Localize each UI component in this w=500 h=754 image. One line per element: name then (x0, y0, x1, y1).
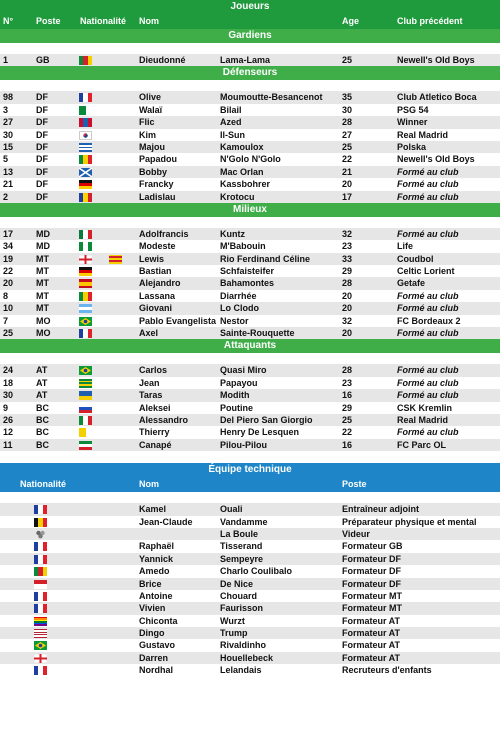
player-number: 9 (3, 402, 9, 413)
player-row (0, 54, 500, 66)
player-row (0, 228, 500, 240)
staff-role: Videur (342, 528, 370, 539)
col-pos-header: Poste (36, 16, 61, 26)
player-previous-club: Formé au club (397, 290, 459, 301)
player-age: 16 (342, 439, 353, 450)
staff-role: Recruteurs d'enfants (342, 665, 432, 676)
player-first-name: Adolfrancis (139, 228, 189, 239)
player-first-name: Jean (139, 377, 160, 388)
player-position: BC (36, 427, 49, 438)
staff-role: Formateur DF (342, 553, 402, 564)
player-previous-club: Club Atletico Boca (397, 92, 477, 103)
player-first-name: Bastian (139, 266, 172, 277)
player-first-name: Papadou (139, 154, 178, 165)
staff-row (0, 664, 500, 676)
player-position: MD (36, 241, 50, 252)
staff-role: Formateur MT (342, 590, 403, 601)
player-row (0, 129, 500, 141)
staff-row (0, 627, 500, 639)
argentina-flag-icon (79, 304, 92, 313)
staff-row (0, 615, 500, 627)
player-row (0, 439, 500, 451)
section-header: Gardiens (0, 29, 500, 43)
player-row (0, 402, 500, 414)
eqguinea-flag-icon (79, 441, 92, 450)
staff-row (0, 528, 500, 540)
player-last-name: Poutine (220, 402, 253, 413)
player-last-name: Kamoulox (220, 141, 264, 152)
staff-row (0, 602, 500, 614)
player-position: DF (36, 104, 48, 115)
player-number: 25 (3, 328, 14, 339)
player-last-name: Quasi Miro (220, 365, 267, 376)
col-name-header: Nom (139, 16, 159, 26)
player-number: 20 (3, 278, 14, 289)
player-number: 34 (3, 241, 14, 252)
player-age: 25 (342, 141, 353, 152)
staff-row (0, 565, 500, 577)
staff-row (0, 540, 500, 552)
player-previous-club: Real Madrid (397, 414, 449, 425)
togo-flag-icon (79, 379, 92, 388)
player-previous-club: Formé au club (397, 179, 459, 190)
player-first-name: Dieudonné (139, 55, 186, 65)
algeria-flag-icon (79, 106, 92, 115)
player-age: 33 (342, 253, 353, 264)
player-number: 8 (3, 290, 9, 301)
player-previous-club: Coudbol (397, 253, 434, 264)
senegal-flag-icon (79, 292, 92, 301)
player-number: 10 (3, 303, 14, 314)
player-number: 13 (3, 166, 14, 177)
player-position: DF (36, 117, 48, 128)
section-header: Attaquants (0, 339, 500, 353)
staff-role: Formateur AT (342, 628, 401, 639)
player-number: 19 (3, 253, 14, 264)
player-number: 24 (3, 365, 14, 376)
player-row (0, 178, 500, 190)
staff-last-name: Tisserand (220, 541, 263, 552)
col-age-header: Age (342, 16, 360, 26)
staff-role: Formateur MT (342, 603, 403, 614)
player-row (0, 277, 500, 289)
player-last-name: Del Piero San Giorgio (220, 414, 313, 425)
player-first-name: Walaï (139, 104, 163, 115)
staff-last-name: Houellebeck (220, 652, 274, 663)
staff-last-name: Rivaldinho (220, 640, 267, 651)
cameroon-flag-icon (79, 56, 92, 65)
player-row (0, 141, 500, 153)
staff-row (0, 639, 500, 651)
col-nat-header: Nationalité (80, 16, 127, 26)
player-age: 20 (342, 328, 353, 339)
player-number: 26 (3, 414, 14, 425)
staff-last-name: Vandamme (220, 516, 268, 527)
player-previous-club: Polska (397, 141, 427, 152)
mexico-flag-icon (79, 230, 92, 239)
player-row (0, 166, 500, 178)
col-num-header: N° (3, 16, 14, 26)
staff-col-name-header: Nom (139, 479, 159, 490)
player-number: 2 (3, 191, 9, 202)
player-age: 23 (342, 377, 353, 388)
player-first-name: Lewis (139, 253, 165, 264)
mongolia-flag-icon (79, 118, 92, 127)
staff-last-name: Ouali (220, 504, 243, 515)
player-age: 32 (342, 315, 353, 326)
player-number: 17 (3, 228, 14, 239)
player-number: 7 (3, 315, 9, 326)
player-position: MT (36, 303, 49, 314)
player-position: MO (36, 328, 51, 339)
player-previous-club: Newell's Old Boys (397, 154, 475, 165)
staff-first-name: Darren (139, 652, 169, 663)
player-last-name: Diarrhée (220, 290, 257, 301)
staff-header-row (0, 477, 500, 492)
player-first-name: Aleksei (139, 402, 171, 413)
player-last-name: Henry De Lesquen (220, 427, 300, 438)
player-last-name: Lama-Lama (220, 55, 271, 65)
staff-first-name: Vivien (139, 603, 166, 614)
player-first-name: Majou (139, 141, 165, 152)
player-number: 12 (3, 427, 14, 438)
staff-row (0, 516, 500, 528)
staff-last-name: Chouard (220, 590, 257, 601)
player-previous-club: Formé au club (397, 228, 459, 239)
cameroon-flag-icon (34, 567, 47, 576)
player-first-name: Taras (139, 390, 163, 401)
staff-role: Entraîneur adjoint (342, 504, 420, 515)
player-number: 15 (3, 141, 14, 152)
section-header: Défenseurs (0, 66, 500, 80)
player-first-name: Modeste (139, 241, 176, 252)
staff-role: Formateur GB (342, 541, 403, 552)
staff-col-role-header: Poste (342, 479, 367, 490)
player-row (0, 414, 500, 426)
player-previous-club: FC Bordeaux 2 (397, 315, 461, 326)
player-last-name: Krotocu (220, 191, 255, 202)
staff-role: Préparateur physique et mental (342, 516, 477, 527)
brazil-flag-icon (79, 366, 92, 375)
france-flag-icon (34, 592, 47, 601)
player-number: 3 (3, 104, 9, 115)
staff-first-name: Kamel (139, 504, 167, 515)
russia-flag-icon (79, 404, 92, 413)
player-first-name: Carlos (139, 365, 168, 376)
france-flag-icon (79, 329, 92, 338)
player-row (0, 327, 500, 339)
staff-first-name: Brice (139, 578, 162, 589)
staff-row (0, 503, 500, 515)
nigeria-flag-icon (79, 242, 92, 251)
staff-row (0, 590, 500, 602)
staff-title: Équipe technique (0, 463, 500, 477)
player-last-name: N'Golo N'Golo (220, 154, 281, 165)
england-flag-icon (79, 255, 92, 264)
players-header-row (0, 14, 500, 29)
player-first-name: Canapé (139, 439, 172, 450)
player-age: 22 (342, 427, 353, 438)
rainbow-flag-icon (34, 617, 47, 626)
brazil-flag-icon (34, 641, 47, 650)
france-flag-icon (79, 93, 92, 102)
germany-flag-icon (79, 180, 92, 189)
staff-last-name: De Nice (220, 578, 254, 589)
ukraine-flag-icon (79, 391, 92, 400)
player-age: 28 (342, 365, 353, 376)
player-number: 27 (3, 117, 14, 128)
player-number: 30 (3, 129, 14, 140)
staff-row (0, 652, 500, 664)
player-number: 18 (3, 377, 14, 388)
player-age: 28 (342, 278, 353, 289)
player-position: GB (36, 55, 50, 65)
player-position: MT (36, 266, 49, 277)
player-number: 21 (3, 179, 14, 190)
player-row (0, 315, 500, 327)
col-club-header: Club précédent (397, 16, 463, 26)
player-age: 22 (342, 154, 353, 165)
player-previous-club: PSG 54 (397, 104, 429, 115)
player-number: 5 (3, 154, 9, 165)
player-row (0, 426, 500, 438)
player-last-name: Bahamontes (220, 278, 275, 289)
player-position: BC (36, 402, 49, 413)
staff-role: Formateur DF (342, 578, 402, 589)
player-position: DF (36, 141, 48, 152)
player-first-name: Ladislau (139, 191, 176, 202)
vatican-flag-icon (79, 428, 92, 437)
player-row (0, 364, 500, 376)
player-previous-club: Formé au club (397, 377, 459, 388)
player-previous-club: Winner (397, 117, 428, 128)
player-position: BC (36, 439, 49, 450)
player-first-name: Axel (139, 328, 159, 339)
staff-first-name: Raphaël (139, 541, 175, 552)
player-row (0, 91, 500, 103)
korea-flag-icon (79, 131, 92, 140)
player-number: 22 (3, 266, 14, 277)
staff-last-name: Faurisson (220, 603, 264, 614)
player-previous-club: Newell's Old Boys (397, 55, 475, 65)
player-last-name: Modith (220, 390, 250, 401)
player-previous-club: Real Madrid (397, 129, 449, 140)
greece-flag-icon (79, 143, 92, 152)
player-previous-club: Formé au club (397, 166, 459, 177)
player-row (0, 377, 500, 389)
player-position: BC (36, 414, 49, 425)
france-flag-icon (34, 542, 47, 551)
player-age: 21 (342, 166, 353, 177)
player-position: DF (36, 92, 48, 103)
germany-flag-icon (79, 267, 92, 276)
player-previous-club: Formé au club (397, 365, 459, 376)
player-age: 25 (342, 55, 353, 65)
player-last-name: Papayou (220, 377, 258, 388)
player-row (0, 240, 500, 252)
player-position: DF (36, 129, 48, 140)
staff-col-nat-header: Nationalité (20, 479, 67, 490)
player-position: DF (36, 191, 48, 202)
player-first-name: Olive (139, 92, 162, 103)
player-position: MT (36, 278, 49, 289)
staff-first-name: Chiconta (139, 615, 178, 626)
player-age: 29 (342, 266, 353, 277)
staff-last-name: Charlo Coulibalo (220, 566, 292, 577)
player-position: MT (36, 253, 49, 264)
player-previous-club: Formé au club (397, 303, 459, 314)
player-age: 28 (342, 117, 353, 128)
player-previous-club: CSK Kremlin (397, 402, 453, 413)
player-age: 32 (342, 228, 353, 239)
player-first-name: Alessandro (139, 414, 189, 425)
staff-role: Formateur DF (342, 566, 402, 577)
player-row (0, 153, 500, 165)
usa-flag-icon (34, 629, 47, 638)
player-first-name: Flic (139, 117, 155, 128)
player-previous-club: Formé au club (397, 191, 459, 202)
staff-role: Formateur AT (342, 615, 401, 626)
player-last-name: Pilou-Pilou (220, 439, 267, 450)
france-flag-icon (34, 604, 47, 613)
player-last-name: Sainte-Rouquette (220, 328, 295, 339)
player-position: AT (36, 390, 48, 401)
catalonia-flag-icon (109, 255, 122, 264)
player-first-name: Bobby (139, 166, 167, 177)
player-last-name: Rio Ferdinand Céline (220, 253, 311, 264)
player-last-name: Azed (220, 117, 242, 128)
player-position: DF (36, 166, 48, 177)
player-first-name: Alejandro (139, 278, 181, 289)
player-position: MD (36, 228, 50, 239)
player-first-name: Thierry (139, 427, 170, 438)
player-last-name: Il-Sun (220, 129, 245, 140)
player-last-name: Kassbohrer (220, 179, 271, 190)
player-previous-club: Celtic Lorient (397, 266, 455, 277)
player-row (0, 389, 500, 401)
player-last-name: Kuntz (220, 228, 245, 239)
player-row (0, 116, 500, 128)
player-previous-club: Formé au club (397, 427, 459, 438)
player-position: MO (36, 315, 51, 326)
player-age: 29 (342, 402, 353, 413)
player-last-name: Bilail (220, 104, 242, 115)
france-flag-icon (34, 666, 47, 675)
player-number: 98 (3, 92, 14, 103)
scotland-flag-icon (79, 168, 92, 177)
player-row (0, 104, 500, 116)
player-age: 35 (342, 92, 353, 103)
player-previous-club: Formé au club (397, 328, 459, 339)
staff-last-name: Wurzt (220, 615, 245, 626)
player-number: 1 (3, 55, 9, 65)
player-number: 11 (3, 439, 13, 450)
brazil-flag-icon (79, 317, 92, 326)
staff-first-name: Nordhal (139, 665, 174, 676)
player-row (0, 290, 500, 302)
player-row (0, 191, 500, 203)
player-age: 27 (342, 129, 353, 140)
romania-flag-icon (79, 193, 92, 202)
staff-last-name: Sempeyre (220, 553, 264, 564)
player-last-name: Schfaisteifer (220, 266, 275, 277)
staff-first-name: Jean-Claude (139, 516, 193, 527)
player-last-name: Mac Orlan (220, 166, 264, 177)
player-previous-club: Getafe (397, 278, 426, 289)
staff-first-name: Dingo (139, 628, 165, 639)
player-age: 20 (342, 290, 353, 301)
player-last-name: Lo Clodo (220, 303, 259, 314)
player-age: 23 (342, 241, 353, 252)
staff-last-name: Trump (220, 628, 248, 639)
staff-last-name: Lelandais (220, 665, 262, 676)
ball-flag-icon (34, 530, 47, 539)
england-flag-icon (34, 654, 47, 663)
player-position: AT (36, 377, 48, 388)
senegal-flag-icon (79, 155, 92, 164)
player-position: AT (36, 365, 48, 376)
player-first-name: Lassana (139, 290, 176, 301)
player-position: MT (36, 290, 49, 301)
player-first-name: Pablo Evangelista (139, 315, 217, 326)
player-previous-club: Formé au club (397, 390, 459, 401)
staff-first-name: Antoine (139, 590, 173, 601)
staff-last-name: La Boule (220, 528, 259, 539)
player-first-name: Kim (139, 129, 157, 140)
player-row (0, 253, 500, 265)
player-row (0, 265, 500, 277)
spain-flag-icon (79, 279, 92, 288)
staff-first-name: Yannick (139, 553, 174, 564)
player-last-name: Nestor (220, 315, 249, 326)
staff-role: Formateur AT (342, 640, 401, 651)
staff-first-name: Gustavo (139, 640, 176, 651)
belgium-flag-icon (34, 518, 47, 527)
section-header: Milieux (0, 203, 500, 217)
player-age: 30 (342, 104, 353, 115)
player-previous-club: FC Parc OL (397, 439, 447, 450)
player-first-name: Giovani (139, 303, 173, 314)
france-flag-icon (34, 505, 47, 514)
player-row (0, 302, 500, 314)
player-age: 25 (342, 414, 353, 425)
staff-row (0, 553, 500, 565)
player-position: DF (36, 154, 48, 165)
player-position: DF (36, 179, 48, 190)
staff-first-name: Amedo (139, 566, 170, 577)
monaco-flag-icon (34, 580, 47, 589)
italy-flag-icon (79, 416, 92, 425)
player-age: 16 (342, 390, 353, 401)
player-previous-club: Life (397, 241, 414, 252)
player-first-name: Francky (139, 179, 174, 190)
player-number: 30 (3, 390, 14, 401)
player-age: 20 (342, 179, 353, 190)
player-last-name: M'Babouin (220, 241, 266, 252)
player-age: 20 (342, 303, 353, 314)
player-age: 17 (342, 191, 353, 202)
player-last-name: Moumoutte-Besancenot (220, 92, 323, 103)
staff-row (0, 578, 500, 590)
players-title: Joueurs (0, 0, 500, 14)
staff-role: Formateur AT (342, 652, 401, 663)
france-flag-icon (34, 555, 47, 564)
